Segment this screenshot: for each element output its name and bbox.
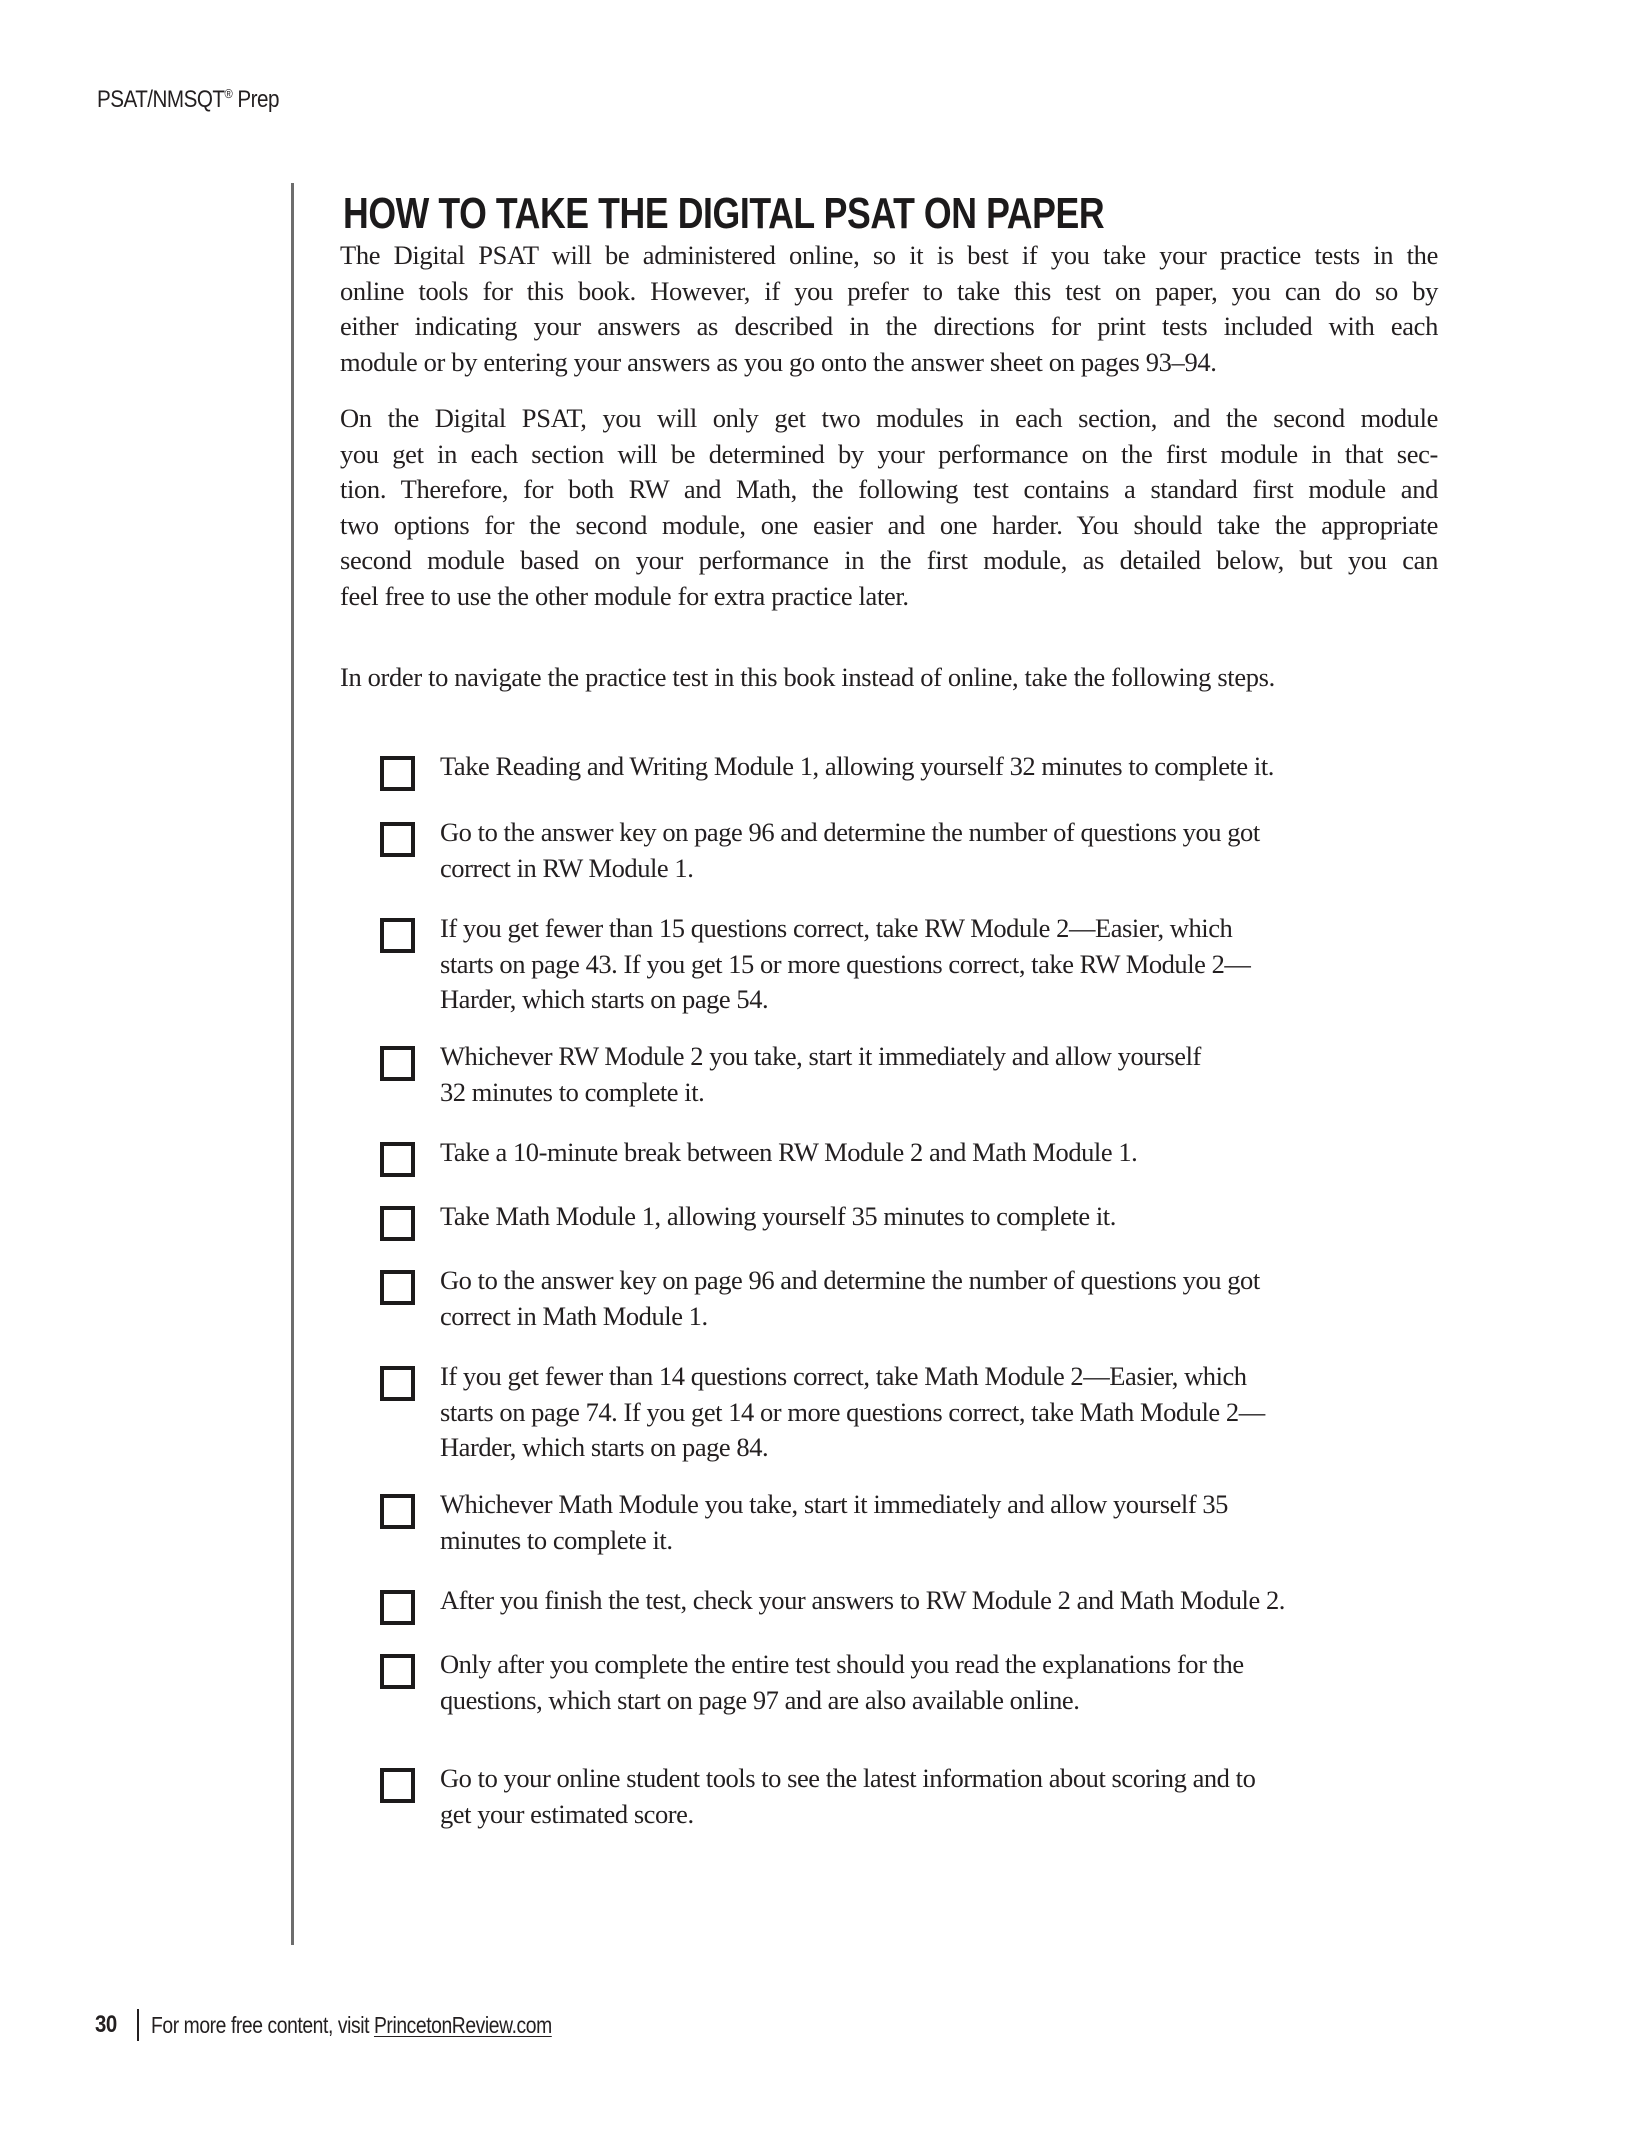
checkbox[interactable]: [380, 1206, 415, 1241]
checklist-line: minutes to complete it.: [440, 1524, 673, 1555]
checkbox[interactable]: [380, 1046, 415, 1081]
checklist-item-text: [440, 1583, 1285, 1619]
registered-mark: ®: [224, 86, 233, 101]
checklist-line: questions, which start on page 97 and are also available online.: [440, 1684, 1080, 1715]
checklist-item-text: [440, 1199, 1116, 1235]
paragraph-line: In order to navigate the practice test in this book instead of online, take the following steps.: [340, 662, 1275, 692]
paragraph-line: two options for the second module, one easier and one harder. You should take the appropriate: [340, 509, 1438, 540]
checkbox[interactable]: [380, 1654, 415, 1689]
checklist-line: 32 minutes to complete it.: [440, 1076, 705, 1107]
checklist-item-text: [440, 1039, 1201, 1110]
page-number: 30: [95, 2011, 117, 2038]
checklist-line: Go to your online student tools to see the latest information about scoring and to: [440, 1763, 1256, 1793]
paragraph-line: The Digital PSAT will be administered online, so it is best if you take your practice tests in the: [340, 240, 1438, 270]
checklist-line: If you get fewer than 14 questions correct, take Math Module 2—Easier, which: [440, 1361, 1247, 1391]
checkbox[interactable]: [380, 1142, 415, 1177]
checklist-item-text: [440, 911, 1250, 1018]
checklist-line: If you get fewer than 15 questions correct, take RW Module 2—Easier, which: [440, 913, 1233, 943]
footer-promo: [151, 2012, 552, 2039]
checklist-line: correct in RW Module 1.: [440, 852, 694, 883]
checklist-item-text: [440, 1761, 1255, 1832]
page-footer: [95, 2008, 628, 2042]
checkbox[interactable]: [380, 1366, 415, 1401]
checklist-item-text: [440, 1647, 1244, 1718]
paragraph-line: On the Digital PSAT, you will only get two modules in each section, and the second module: [340, 403, 1438, 433]
checklist-line: get your estimated score.: [440, 1798, 694, 1829]
checkbox[interactable]: [380, 1590, 415, 1625]
checklist-line: Harder, which starts on page 84.: [440, 1432, 769, 1462]
steps-intro-paragraph: [340, 660, 1438, 696]
checklist-item-text: [440, 749, 1274, 785]
checklist-line: correct in Math Module 1.: [440, 1300, 708, 1331]
checklist-line: Take a 10-minute break between RW Module 2 and Math Module 1.: [440, 1137, 1138, 1167]
running-head: [97, 86, 279, 114]
paragraph-line: tion. Therefore, for both RW and Math, the following test contains a standard first module and: [340, 474, 1438, 504]
princeton-review-link[interactable]: PrincetonReview.com: [373, 2011, 552, 2038]
checklist-line: starts on page 43. If you get 15 or more questions correct, take RW Module 2—: [440, 948, 1251, 979]
checkbox[interactable]: [380, 756, 415, 791]
paragraph-line: you get in each section will be determined by your performance on the first module in that sec-: [340, 438, 1438, 469]
checkbox[interactable]: [380, 1270, 415, 1305]
paragraph-line: either indicating your answers as described in the directions for print tests included with each: [340, 311, 1438, 341]
checklist-line: After you finish the test, check your answers to RW Module 2 and Math Module 2.: [440, 1585, 1285, 1615]
checkbox[interactable]: [380, 1768, 415, 1803]
checklist-item-text: [440, 1263, 1260, 1334]
checkbox[interactable]: [380, 1494, 415, 1529]
checklist-item-text: [440, 1135, 1137, 1171]
paragraph-line: online tools for this book. However, if you prefer to take this test on paper, you can do so by: [340, 275, 1438, 306]
checkbox[interactable]: [380, 918, 415, 953]
checklist-line: Go to the answer key on page 96 and determine the number of questions you got: [440, 817, 1260, 847]
paragraph-line: module or by entering your answers as you go onto the answer sheet on pages 93–94.: [340, 346, 1217, 377]
paragraph-line: second module based on your performance in the first module, as detailed below, but you can: [340, 545, 1438, 575]
checklist-item-text: [440, 1359, 1265, 1466]
checklist-item-text: [440, 1487, 1228, 1558]
checklist-line: Only after you complete the entire test should you read the explanations for the: [440, 1649, 1244, 1679]
checklist-line: Whichever RW Module 2 you take, start it immediately and allow yourself: [440, 1041, 1201, 1071]
checklist-line: Take Math Module 1, allowing yourself 35 minutes to complete it.: [440, 1201, 1116, 1231]
checkbox[interactable]: [380, 822, 415, 857]
running-head-suffix: Prep: [232, 86, 279, 113]
modules-paragraph: [340, 401, 1438, 614]
checklist-item-text: [440, 815, 1260, 886]
intro-paragraph: [340, 238, 1438, 380]
checklist-line: Take Reading and Writing Module 1, allowing yourself 32 minutes to complete it.: [440, 751, 1274, 781]
running-head-title: PSAT/NMSQT: [97, 86, 225, 113]
section-title: HOW TO TAKE THE DIGITAL PSAT ON PAPER: [343, 189, 1105, 238]
paragraph-line: feel free to use the other module for extra practice later.: [340, 580, 909, 611]
checklist-line: Whichever Math Module you take, start it immediately and allow yourself 35: [440, 1489, 1228, 1519]
checklist-line: Harder, which starts on page 54.: [440, 984, 769, 1014]
footer-promo-text: For more free content, visit: [151, 2011, 374, 2038]
checklist-line: Go to the answer key on page 96 and determine the number of questions you got: [440, 1265, 1260, 1295]
footer-divider: [137, 2009, 139, 2041]
checklist-line: starts on page 74. If you get 14 or more questions correct, take Math Module 2—: [440, 1396, 1265, 1427]
margin-rule: [291, 183, 294, 1945]
